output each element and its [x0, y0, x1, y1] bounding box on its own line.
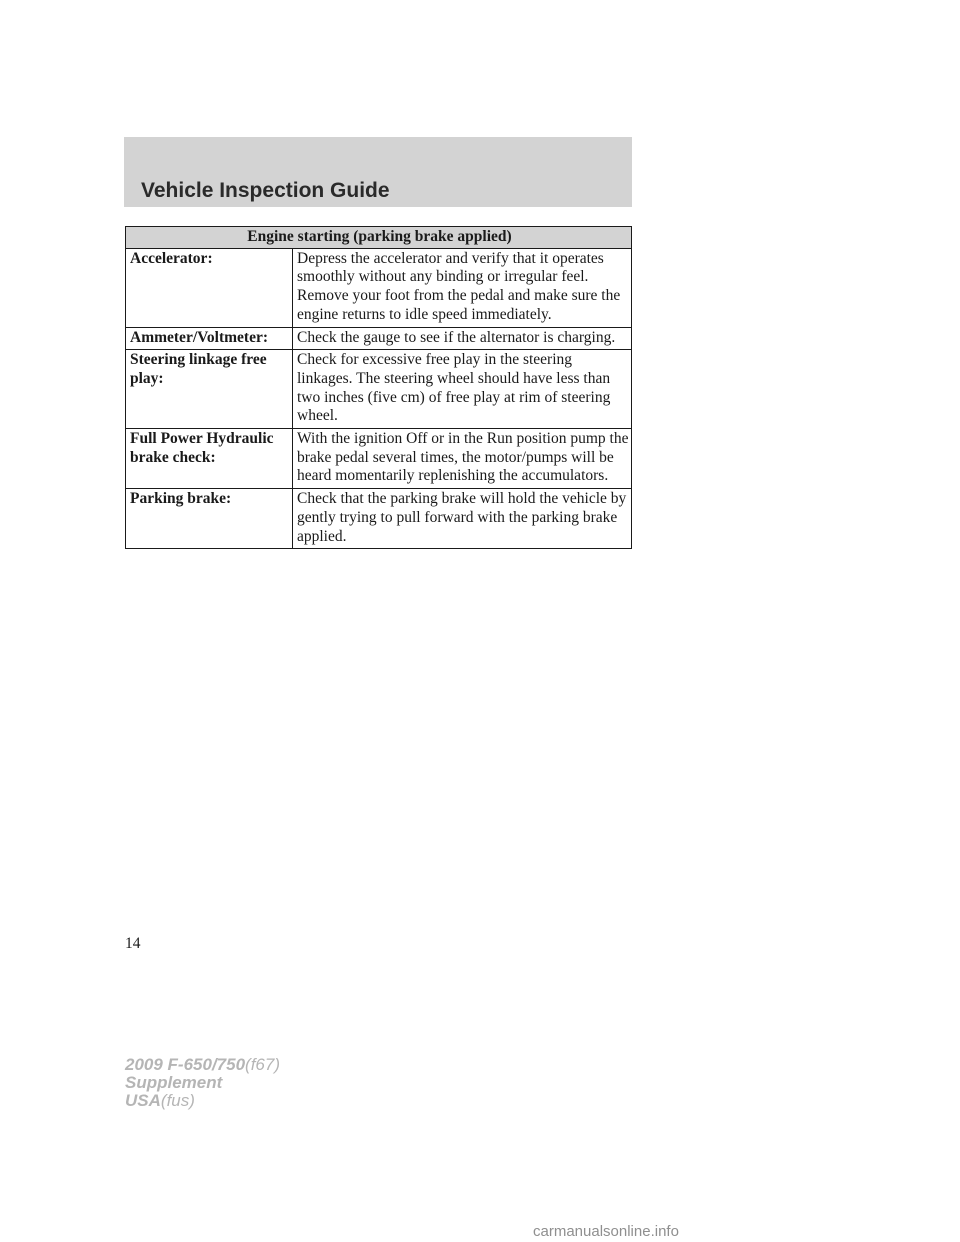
footer-line-region — [125, 1092, 280, 1110]
row-description: Check for excessive free play in the steering linkages. The steering wheel should have less than two inches (five cm) of free play at rim of steering wheel. — [293, 350, 632, 429]
row-label: Ammeter/Voltmeter: — [126, 327, 293, 350]
table-row-accelerator — [126, 248, 632, 327]
footer-doc-type: Supplement — [125, 1073, 223, 1092]
table-row-ammeter — [126, 327, 632, 350]
row-description: Check the gauge to see if the alternator is charging. — [293, 327, 632, 350]
section-header-bar — [124, 137, 632, 207]
row-label: Parking brake: — [126, 489, 293, 549]
row-description: With the ignition Off or in the Run position pump the brake pedal several times, the motor/pumps will be heard momentarily replenishing the accumulators. — [293, 429, 632, 489]
table-row-parking-brake — [126, 489, 632, 549]
row-label: Full Power Hydraulic brake check: — [126, 429, 293, 489]
table-heading: Engine starting (parking brake applied) — [126, 227, 632, 249]
section-title: Vehicle Inspection Guide — [141, 179, 390, 202]
row-description: Check that the parking brake will hold the vehicle by gently trying to pull forward with the parking brake applied. — [293, 489, 632, 549]
document-footer — [125, 1056, 280, 1110]
watermark-link[interactable]: carmanualsonline.info — [533, 1223, 679, 1240]
inspection-table — [125, 226, 632, 549]
footer-line-doc-type — [125, 1074, 280, 1092]
footer-region: USA — [125, 1091, 161, 1110]
row-description: Depress the accelerator and verify that it operates smoothly without any binding or irregular feel. Remove your foot from the pedal and make sure the engine returns to idle speed immediately. — [293, 248, 632, 327]
row-label: Steering linkage free play: — [126, 350, 293, 429]
row-label: Accelerator: — [126, 248, 293, 327]
footer-model-code: (f67) — [245, 1055, 281, 1074]
page-number: 14 — [125, 935, 141, 952]
table-row-hydraulic-brake — [126, 429, 632, 489]
footer-region-code: (fus) — [160, 1091, 195, 1110]
table-row-steering — [126, 350, 632, 429]
footer-line-model — [125, 1056, 280, 1074]
table-header-row — [126, 227, 632, 249]
footer-model: 2009 F-650/750 — [125, 1055, 246, 1074]
